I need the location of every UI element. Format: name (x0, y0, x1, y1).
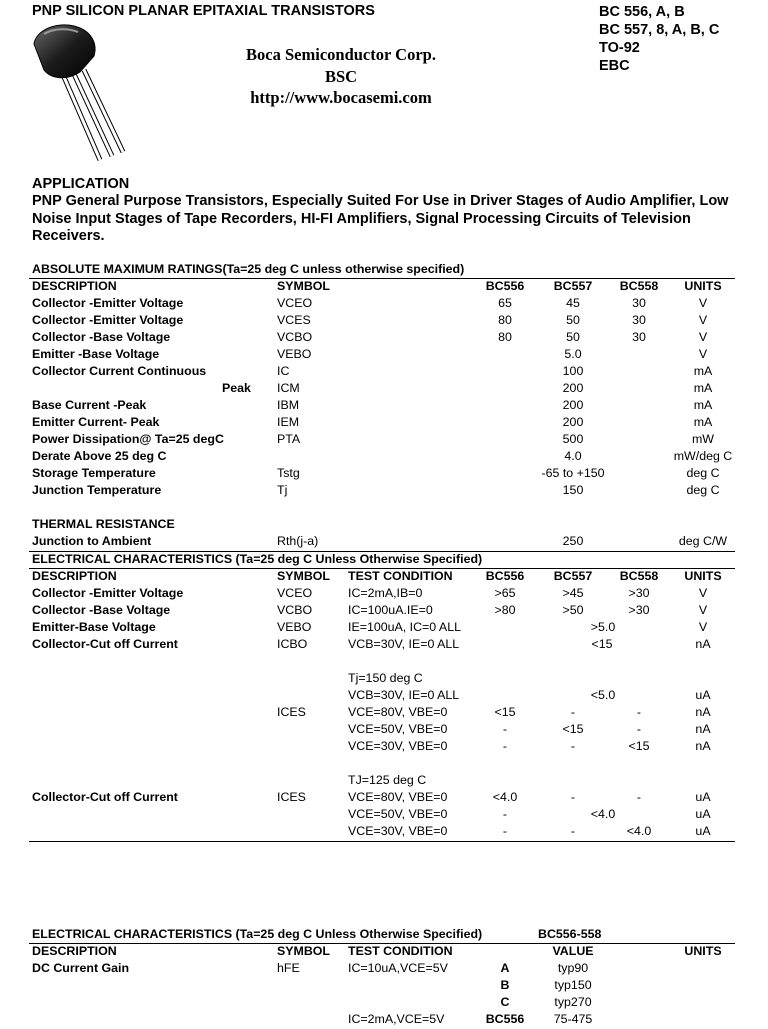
row-symbol: VCES (277, 313, 311, 327)
row-symbol: IC (277, 364, 290, 378)
row-description: Junction to Ambient (32, 534, 152, 548)
elec1-bottom-rule (29, 841, 735, 842)
col-bc556: BC556 (485, 569, 525, 583)
row-symbol: VEBO (277, 347, 312, 361)
row-symbol: VEBO (277, 620, 312, 634)
row-unit: uA (695, 807, 711, 821)
row-value: typ270 (554, 995, 592, 1009)
row-bc557: - (570, 824, 576, 838)
elec1-header-row (0, 569, 768, 586)
row-unit: nA (695, 637, 711, 651)
row-bc557: 500 (562, 432, 584, 446)
row-unit: mA (693, 364, 713, 378)
row-unit: V (698, 313, 708, 327)
row-bc557: 200 (562, 415, 584, 429)
elec1-row (0, 722, 768, 739)
row-bc558: <15 (628, 739, 650, 753)
col-bc557: BC557 (553, 569, 593, 583)
abs-max-row (0, 432, 768, 449)
abs-max-row (0, 296, 768, 313)
elec2-row (0, 961, 768, 978)
row-test-condition: IC=2mA,IB=0 (348, 586, 423, 600)
row-unit: mA (693, 415, 713, 429)
row-grade: C (500, 995, 510, 1009)
col-symbol: SYMBOL (277, 944, 331, 958)
col-bc557: BC557 (553, 279, 593, 293)
row-description: Emitter Current- Peak (32, 415, 160, 429)
row-unit: deg C/W (678, 534, 728, 548)
row-symbol: ICBO (277, 637, 308, 651)
row-test-condition: VCB=30V, IE=0 ALL (348, 688, 460, 702)
row-description: Emitter-Base Voltage (32, 620, 156, 634)
row-unit: uA (695, 824, 711, 838)
elec1-title: ELECTRICAL CHARACTERISTICS (Ta=25 deg C Unless Otherwise Specified) (32, 552, 483, 566)
row-value: 75-475 (553, 1012, 593, 1026)
row-test-condition: Tj=150 deg C (348, 671, 423, 685)
row-unit: V (698, 296, 708, 310)
row-bc558: 30 (632, 296, 646, 310)
col-symbol: SYMBOL (277, 569, 331, 583)
row-description: Collector -Base Voltage (32, 603, 171, 617)
abs-max-row (0, 364, 768, 381)
row-description: Emitter -Base Voltage (32, 347, 160, 361)
abs-max-row (0, 347, 768, 364)
row-all-value: <15 (591, 637, 613, 651)
row-bc556: - (502, 739, 508, 753)
row-symbol: IBM (277, 398, 300, 412)
thermal-row (0, 534, 768, 551)
row-test-condition: IC=100uA.IE=0 (348, 603, 433, 617)
row-bc557: 200 (562, 381, 584, 395)
elec1-row (0, 773, 768, 790)
row-bc557: 4.0 (564, 449, 582, 463)
row-test-condition: IE=100uA, IC=0 ALL (348, 620, 461, 634)
col-test-condition: TEST CONDITION (348, 569, 453, 583)
abs-max-row (0, 381, 768, 398)
row-symbol: IEM (277, 415, 300, 429)
row-bc558: - (636, 790, 642, 804)
elec2-header-row (0, 944, 768, 961)
row-bc556: >65 (494, 586, 516, 600)
row-description: Collector -Base Voltage (32, 330, 171, 344)
row-description: Collector -Emitter Voltage (32, 313, 184, 327)
row-test-condition: VCE=80V, VBE=0 (348, 705, 448, 719)
row-bc557: 200 (562, 398, 584, 412)
row-bc557: >50 (562, 603, 584, 617)
row-unit: nA (695, 722, 711, 736)
row-symbol: Tj (277, 483, 288, 497)
row-symbol: VCBO (277, 330, 313, 344)
elec1-row (0, 688, 768, 705)
row-bc556: <15 (494, 705, 516, 719)
row-bc557: 45 (566, 296, 580, 310)
elec1-row (0, 586, 768, 603)
col-bc558: BC558 (619, 569, 659, 583)
elec2-row (0, 995, 768, 1012)
row-grade: B (500, 978, 510, 992)
row-bc557: - (570, 790, 576, 804)
company-name: Boca Semiconductor Corp. (246, 45, 436, 64)
row-bc558: >30 (628, 603, 650, 617)
company-abbrev: BSC (324, 67, 358, 86)
elec1-row (0, 824, 768, 841)
row-bc558: 30 (632, 330, 646, 344)
elec2-title: ELECTRICAL CHARACTERISTICS (Ta=25 deg C Unless Otherwise Specified) (32, 927, 483, 941)
row-bc558: - (636, 705, 642, 719)
row-unit: mW (691, 432, 715, 446)
row-bc558: 30 (632, 313, 646, 327)
row-bc556: 80 (498, 313, 512, 327)
row-bc557: 150 (562, 483, 584, 497)
abs-max-row (0, 483, 768, 500)
abs-max-row (0, 415, 768, 432)
row-description: Junction Temperature (32, 483, 162, 497)
application-text: PNP General Purpose Transistors, Especially Suited For Use in Driver Stages of Audio Amplifier, Low Noise Input Stages of Tape Recorders, HI-FI Amplifiers, Signal Processing Circuits of Television Receivers. (32, 193, 729, 244)
row-unit: V (698, 620, 708, 634)
pinout: EBC (599, 58, 630, 74)
row-description: Storage Temperature (32, 466, 156, 480)
row-bc556: <4.0 (492, 790, 518, 804)
thermal-title: THERMAL RESISTANCE (32, 517, 175, 531)
part-numbers (599, 3, 719, 75)
row-bc558: >30 (628, 586, 650, 600)
abs-max-row (0, 398, 768, 415)
row-description: Collector -Emitter Voltage (32, 586, 184, 600)
row-test-condition: VCB=30V, IE=0 ALL (348, 637, 460, 651)
elec2-row (0, 978, 768, 995)
row-symbol: VCEO (277, 586, 313, 600)
elec1-row (0, 790, 768, 807)
row-symbol: VCBO (277, 603, 313, 617)
col-test-condition: TEST CONDITION (348, 944, 453, 958)
row-description: Collector-Cut off Current (32, 790, 178, 804)
row-unit: deg C (686, 483, 720, 497)
col-units: UNITS (684, 944, 722, 958)
abs-max-title: ABSOLUTE MAXIMUM RATINGS(Ta=25 deg C unless otherwise specified) (32, 262, 465, 276)
row-unit: V (698, 347, 708, 361)
elec1-row (0, 603, 768, 620)
row-description: Power Dissipation@ Ta=25 degC (32, 432, 224, 446)
row-unit: V (698, 330, 708, 344)
application-heading: APPLICATION (32, 176, 130, 192)
company-url: http://www.bocasemi.com (250, 88, 432, 107)
row-description: Base Current -Peak (32, 398, 147, 412)
row-unit: mA (693, 381, 713, 395)
row-bc557: 5.0 (564, 347, 582, 361)
col-bc556: BC556 (485, 279, 525, 293)
row-unit: mA (693, 398, 713, 412)
row-bc556: - (502, 824, 508, 838)
row-test-condition: TJ=125 deg C (348, 773, 427, 787)
row-symbol: PTA (277, 432, 301, 446)
row-test-condition: VCE=80V, VBE=0 (348, 790, 448, 804)
row-description: DC Current Gain (32, 961, 130, 975)
abs-max-row (0, 330, 768, 347)
part-line-1: BC 556, A, B (599, 4, 685, 20)
row-bc556: 65 (498, 296, 512, 310)
row-unit: uA (695, 790, 711, 804)
row-description: Collector-Cut off Current (32, 637, 178, 651)
row-unit: V (698, 603, 708, 617)
row-grade: BC556 (485, 1012, 525, 1026)
row-bc557: - (570, 705, 576, 719)
row-unit: nA (695, 739, 711, 753)
row-test-condition: IC=10uA,VCE=5V (348, 961, 448, 975)
row-test-condition: VCE=50V, VBE=0 (348, 807, 448, 821)
row-value: 250 (562, 534, 584, 548)
col-value: VALUE (552, 944, 594, 958)
row-unit: nA (695, 705, 711, 719)
col-symbol: SYMBOL (277, 279, 331, 293)
row-symbol: hFE (277, 961, 300, 975)
row-bc557: 50 (566, 313, 580, 327)
elec2-range: BC556-558 (538, 927, 602, 941)
row-symbol: ICM (277, 381, 300, 395)
to92-transistor-icon (28, 22, 138, 167)
row-unit: V (698, 586, 708, 600)
row-bc557: <15 (562, 722, 584, 736)
col-description: DESCRIPTION (32, 569, 117, 583)
col-units: UNITS (684, 569, 722, 583)
row-description: Collector -Emitter Voltage (32, 296, 184, 310)
row-unit: mW/deg C (673, 449, 733, 463)
elec1-row (0, 671, 768, 688)
row-bc558: - (636, 722, 642, 736)
row-bc557: -65 to +150 (541, 466, 605, 480)
elec2-row (0, 1012, 768, 1029)
row-symbol: Rth(j-a) (277, 534, 319, 548)
row-description: Collector Current Continuous (32, 364, 207, 378)
part-line-2: BC 557, 8, A, B, C (599, 22, 720, 38)
abs-max-row (0, 449, 768, 466)
col-bc558: BC558 (619, 279, 659, 293)
row-unit: deg C (686, 466, 720, 480)
package-type: TO-92 (599, 40, 640, 56)
row-test-condition: IC=2mA,VCE=5V (348, 1012, 445, 1026)
row-bc557-value: <4.0 (590, 807, 616, 821)
abs-max-header-row (0, 279, 768, 296)
row-bc557: - (570, 739, 576, 753)
row-symbol: ICES (277, 705, 306, 719)
col-description: DESCRIPTION (32, 279, 117, 293)
row-all-value: >5.0 (590, 620, 616, 634)
elec1-row (0, 637, 768, 654)
row-bc558: <4.0 (626, 824, 652, 838)
row-bc557: >45 (562, 586, 584, 600)
row-bc556: - (502, 807, 508, 821)
elec1-row (0, 807, 768, 824)
row-peak-label: Peak (222, 381, 251, 395)
row-symbol: VCEO (277, 296, 313, 310)
abs-max-row (0, 313, 768, 330)
row-value: typ150 (554, 978, 592, 992)
document-title: PNP SILICON PLANAR EPITAXIAL TRANSISTORS (32, 3, 375, 19)
row-grade: A (500, 961, 510, 975)
row-test-condition: VCE=30V, VBE=0 (348, 739, 448, 753)
row-unit: uA (695, 688, 711, 702)
elec1-row (0, 705, 768, 722)
abs-max-row (0, 466, 768, 483)
elec1-row (0, 620, 768, 637)
row-bc556: 80 (498, 330, 512, 344)
row-bc556: >80 (494, 603, 516, 617)
row-value: typ90 (557, 961, 589, 975)
row-bc557: 50 (566, 330, 580, 344)
row-symbol: Tstg (277, 466, 300, 480)
elec1-row (0, 739, 768, 756)
row-test-condition: VCE=50V, VBE=0 (348, 722, 448, 736)
row-test-condition: VCE=30V, VBE=0 (348, 824, 448, 838)
row-all-value: <5.0 (590, 688, 616, 702)
row-description: Derate Above 25 deg C (32, 449, 167, 463)
row-bc557: 100 (562, 364, 584, 378)
row-bc556: - (502, 722, 508, 736)
col-units: UNITS (684, 279, 722, 293)
row-symbol: ICES (277, 790, 306, 804)
col-description: DESCRIPTION (32, 944, 117, 958)
